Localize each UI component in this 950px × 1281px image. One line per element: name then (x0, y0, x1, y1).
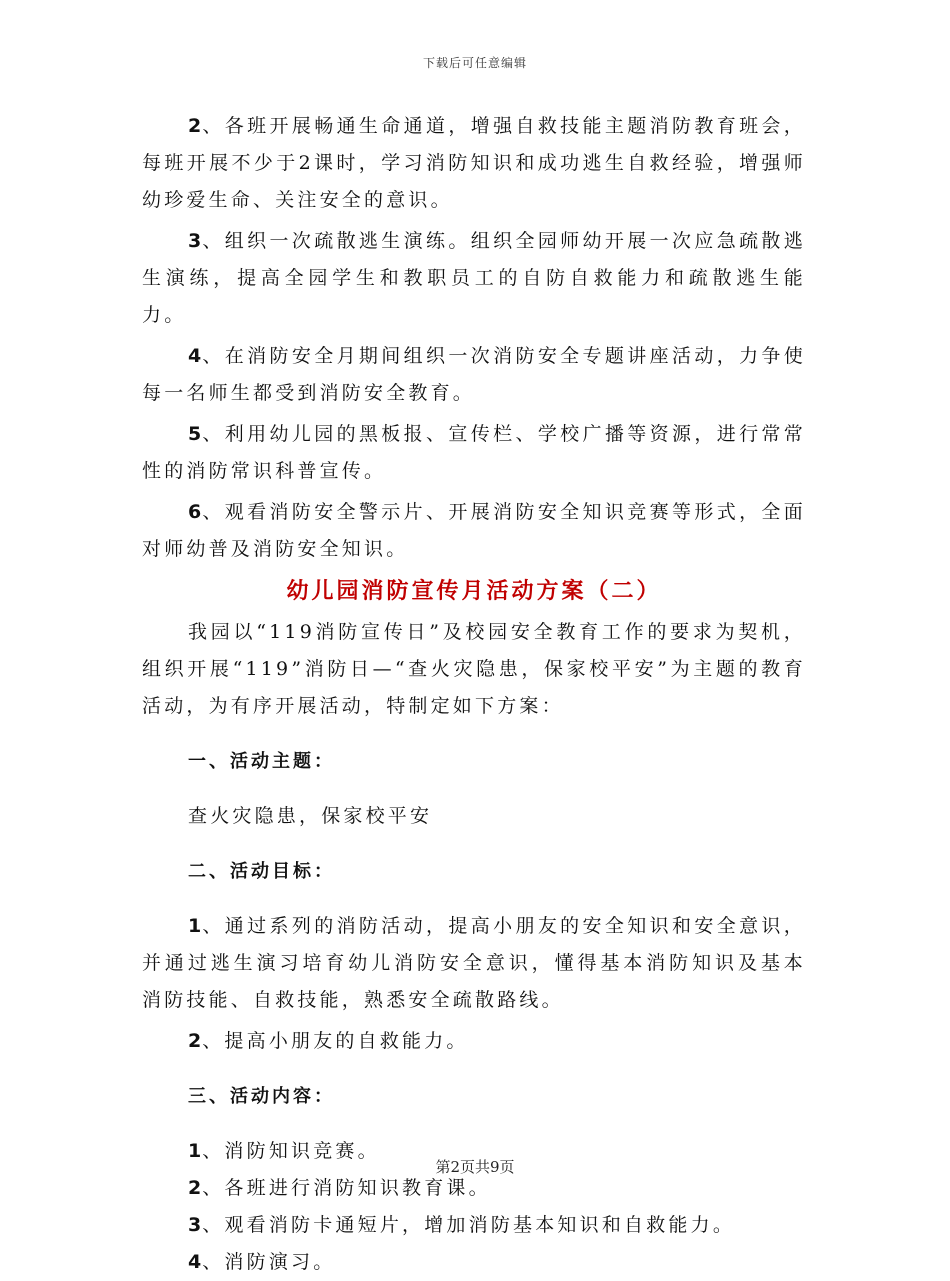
item-text: 、组织一次疏散逃生演练。组织全园师幼开展一次应急疏散逃生演练，提高全园学生和教职员工的自防自救能力和疏散逃生能力。 (142, 230, 806, 326)
item-text: 、通过系列的消防活动，提高小朋友的安全知识和安全意识，并通过逃生演习培育幼儿消防安全意识，懂得基本消防知识及基本消防技能、自救技能，熟悉安全疏散路线。 (142, 915, 806, 1011)
item-number: 3 (188, 230, 203, 252)
item-number: 2 (188, 1177, 203, 1199)
item-number: 1 (188, 1140, 203, 1162)
list-item (142, 908, 806, 1019)
item-text: 、各班进行消防知识教育课。 (202, 1177, 491, 1199)
item-number: 3 (188, 1214, 203, 1236)
item-text: 、利用幼儿园的黑板报、宣传栏、学校广播等资源，进行常常性的消防常识科普宣传。 (142, 423, 806, 482)
list-item (142, 338, 806, 412)
contents-heading: 三、活动内容： (188, 1086, 335, 1107)
item-number: 4 (188, 345, 203, 367)
theme-text: 查火灾隐患，保家校平安 (188, 805, 433, 827)
page-footer: 第2页共9页 (435, 1158, 515, 1176)
item-text: 、观看消防卡通短片，增加消防基本知识和自救能力。 (202, 1214, 736, 1236)
intro-paragraph: 我园以“119消防宣传日”及校园安全教育工作的要求为契机，组织开展“119”消防日—“查火灾隐患，保家校平安”为主题的教育活动，为有序开展活动，特制定如下方案： (142, 621, 806, 717)
item-text: 、消防知识竞赛。 (202, 1140, 380, 1162)
list-item (142, 1244, 806, 1281)
list-item (142, 416, 806, 490)
list-item (142, 223, 806, 334)
item-text: 、各班开展畅通生命通道，增强自救技能主题消防教育班会，每班开展不少于2课时，学习消防知识和成功逃生自救经验，增强师幼珍爱生命、关注安全的意识。 (142, 115, 806, 211)
section-title: 幼儿园消防宣传月活动方案（二） (286, 579, 662, 604)
list-item (142, 494, 806, 568)
document-body (142, 108, 806, 1281)
theme-heading: 一、活动主题： (188, 751, 335, 772)
item-text: 、提高小朋友的自救能力。 (202, 1030, 469, 1052)
list-item (142, 108, 806, 219)
page-header: 下载后可任意编辑 (422, 56, 527, 70)
item-number: 1 (188, 915, 203, 937)
item-text: 、在消防安全月期间组织一次消防安全专题讲座活动，力争使每一名师生都受到消防安全教育。 (142, 345, 806, 404)
item-text: 、观看消防安全警示片、开展消防安全知识竞赛等形式，全面对师幼普及消防安全知识。 (142, 501, 806, 560)
item-number: 5 (188, 423, 203, 445)
item-text: 、消防演习。 (202, 1251, 336, 1273)
item-number: 6 (188, 501, 203, 523)
goals-heading: 二、活动目标： (188, 861, 335, 882)
item-number: 2 (188, 115, 203, 137)
item-number: 2 (188, 1030, 203, 1052)
item-number: 4 (188, 1251, 203, 1273)
list-item (142, 1023, 806, 1060)
list-item (142, 1207, 806, 1244)
